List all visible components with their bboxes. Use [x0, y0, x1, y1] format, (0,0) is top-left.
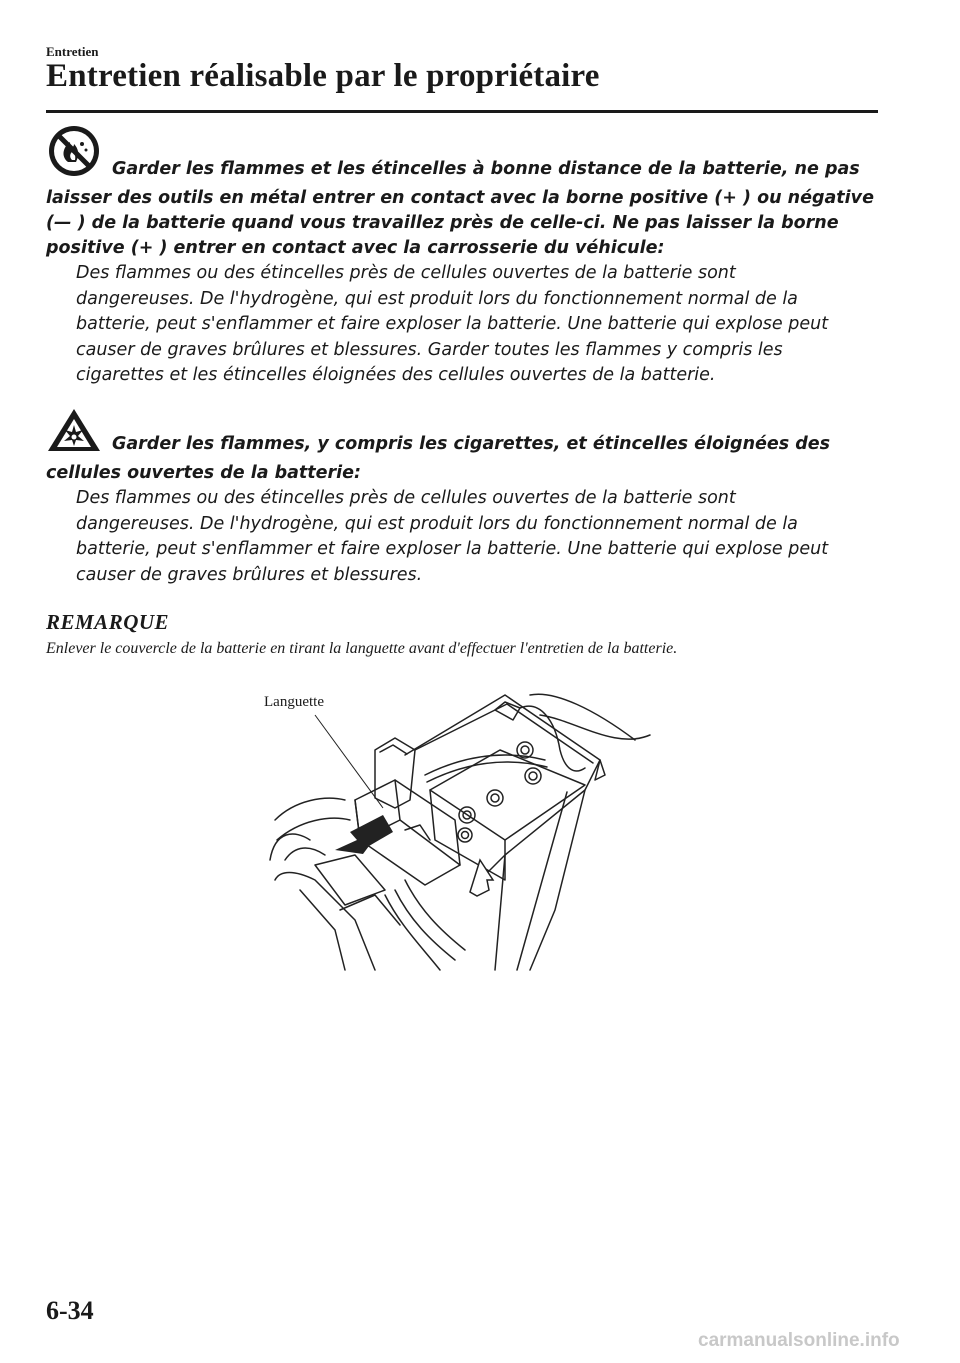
- warning-body-line: cigarettes et les étincelles éloignées des cellules ouvertes de la batterie.: [76, 365, 716, 385]
- warning-body-line: batterie, peut s'enflammer et faire exploser la batterie. Une batterie qui explose peut: [76, 314, 829, 334]
- warning-heading-line: Garder les flammes, y compris les cigarettes, et étincelles éloignées des: [112, 434, 831, 454]
- warning-heading-line: cellules ouvertes de la batterie:: [46, 463, 362, 483]
- warning-heading: [46, 124, 876, 261]
- warning-heading: [46, 407, 876, 486]
- warning-body: [76, 261, 876, 389]
- note-title: REMARQUE: [46, 610, 170, 634]
- warning-body-line: Des flammes ou des étincelles près de cellules ouvertes de la batterie sont: [76, 488, 736, 508]
- note-text: Enlever le couvercle de la batterie en tirant la languette avant d'effectuer l'entretien de la batterie.: [46, 640, 678, 657]
- page-number: 6-34: [46, 1296, 94, 1325]
- explosion-warning-icon: [46, 407, 102, 461]
- battery-illustration: [255, 680, 655, 975]
- warning-body-line: batterie, peut s'enflammer et faire exploser la batterie. Une batterie qui explose peut: [76, 539, 829, 559]
- warning-block-flames: [46, 124, 876, 389]
- warning-body-line: Des flammes ou des étincelles près de cellules ouvertes de la batterie sont: [76, 263, 736, 283]
- warning-heading-line: (— ) de la batterie quand vous travaillez près de celle-ci. Ne pas laisser la borne: [46, 213, 839, 233]
- watermark: carmanualsonline.info: [698, 1330, 900, 1351]
- warning-heading-line: laisser des outils en métal entrer en contact avec la borne positive (+ ) ou négative: [46, 188, 874, 208]
- title-rule: [46, 110, 878, 113]
- figure-label: Languette: [264, 694, 324, 710]
- warning-heading-line: positive (+ ) entrer en contact avec la carrosserie du véhicule:: [46, 238, 665, 258]
- section-label: Entretien: [46, 44, 99, 59]
- warning-body-line: causer de graves brûlures et blessures.: [76, 564, 423, 585]
- no-flames-icon: [46, 124, 102, 186]
- warning-heading-line: Garder les flammes et les étincelles à bonne distance de la batterie, ne pas: [112, 159, 860, 179]
- page-title: Entretien réalisable par le propriétaire: [46, 58, 600, 94]
- warning-body-line: dangereuses. De l'hydrogène, qui est produit lors du fonctionnement normal de la: [76, 513, 798, 534]
- warning-body-line: dangereuses. De l'hydrogène, qui est produit lors du fonctionnement normal de la: [76, 288, 798, 309]
- warning-body: [76, 486, 876, 588]
- warning-block-explosion: [46, 407, 876, 588]
- warning-body-line: causer de graves brûlures et blessures. Garder toutes les flammes y compris les: [76, 339, 783, 360]
